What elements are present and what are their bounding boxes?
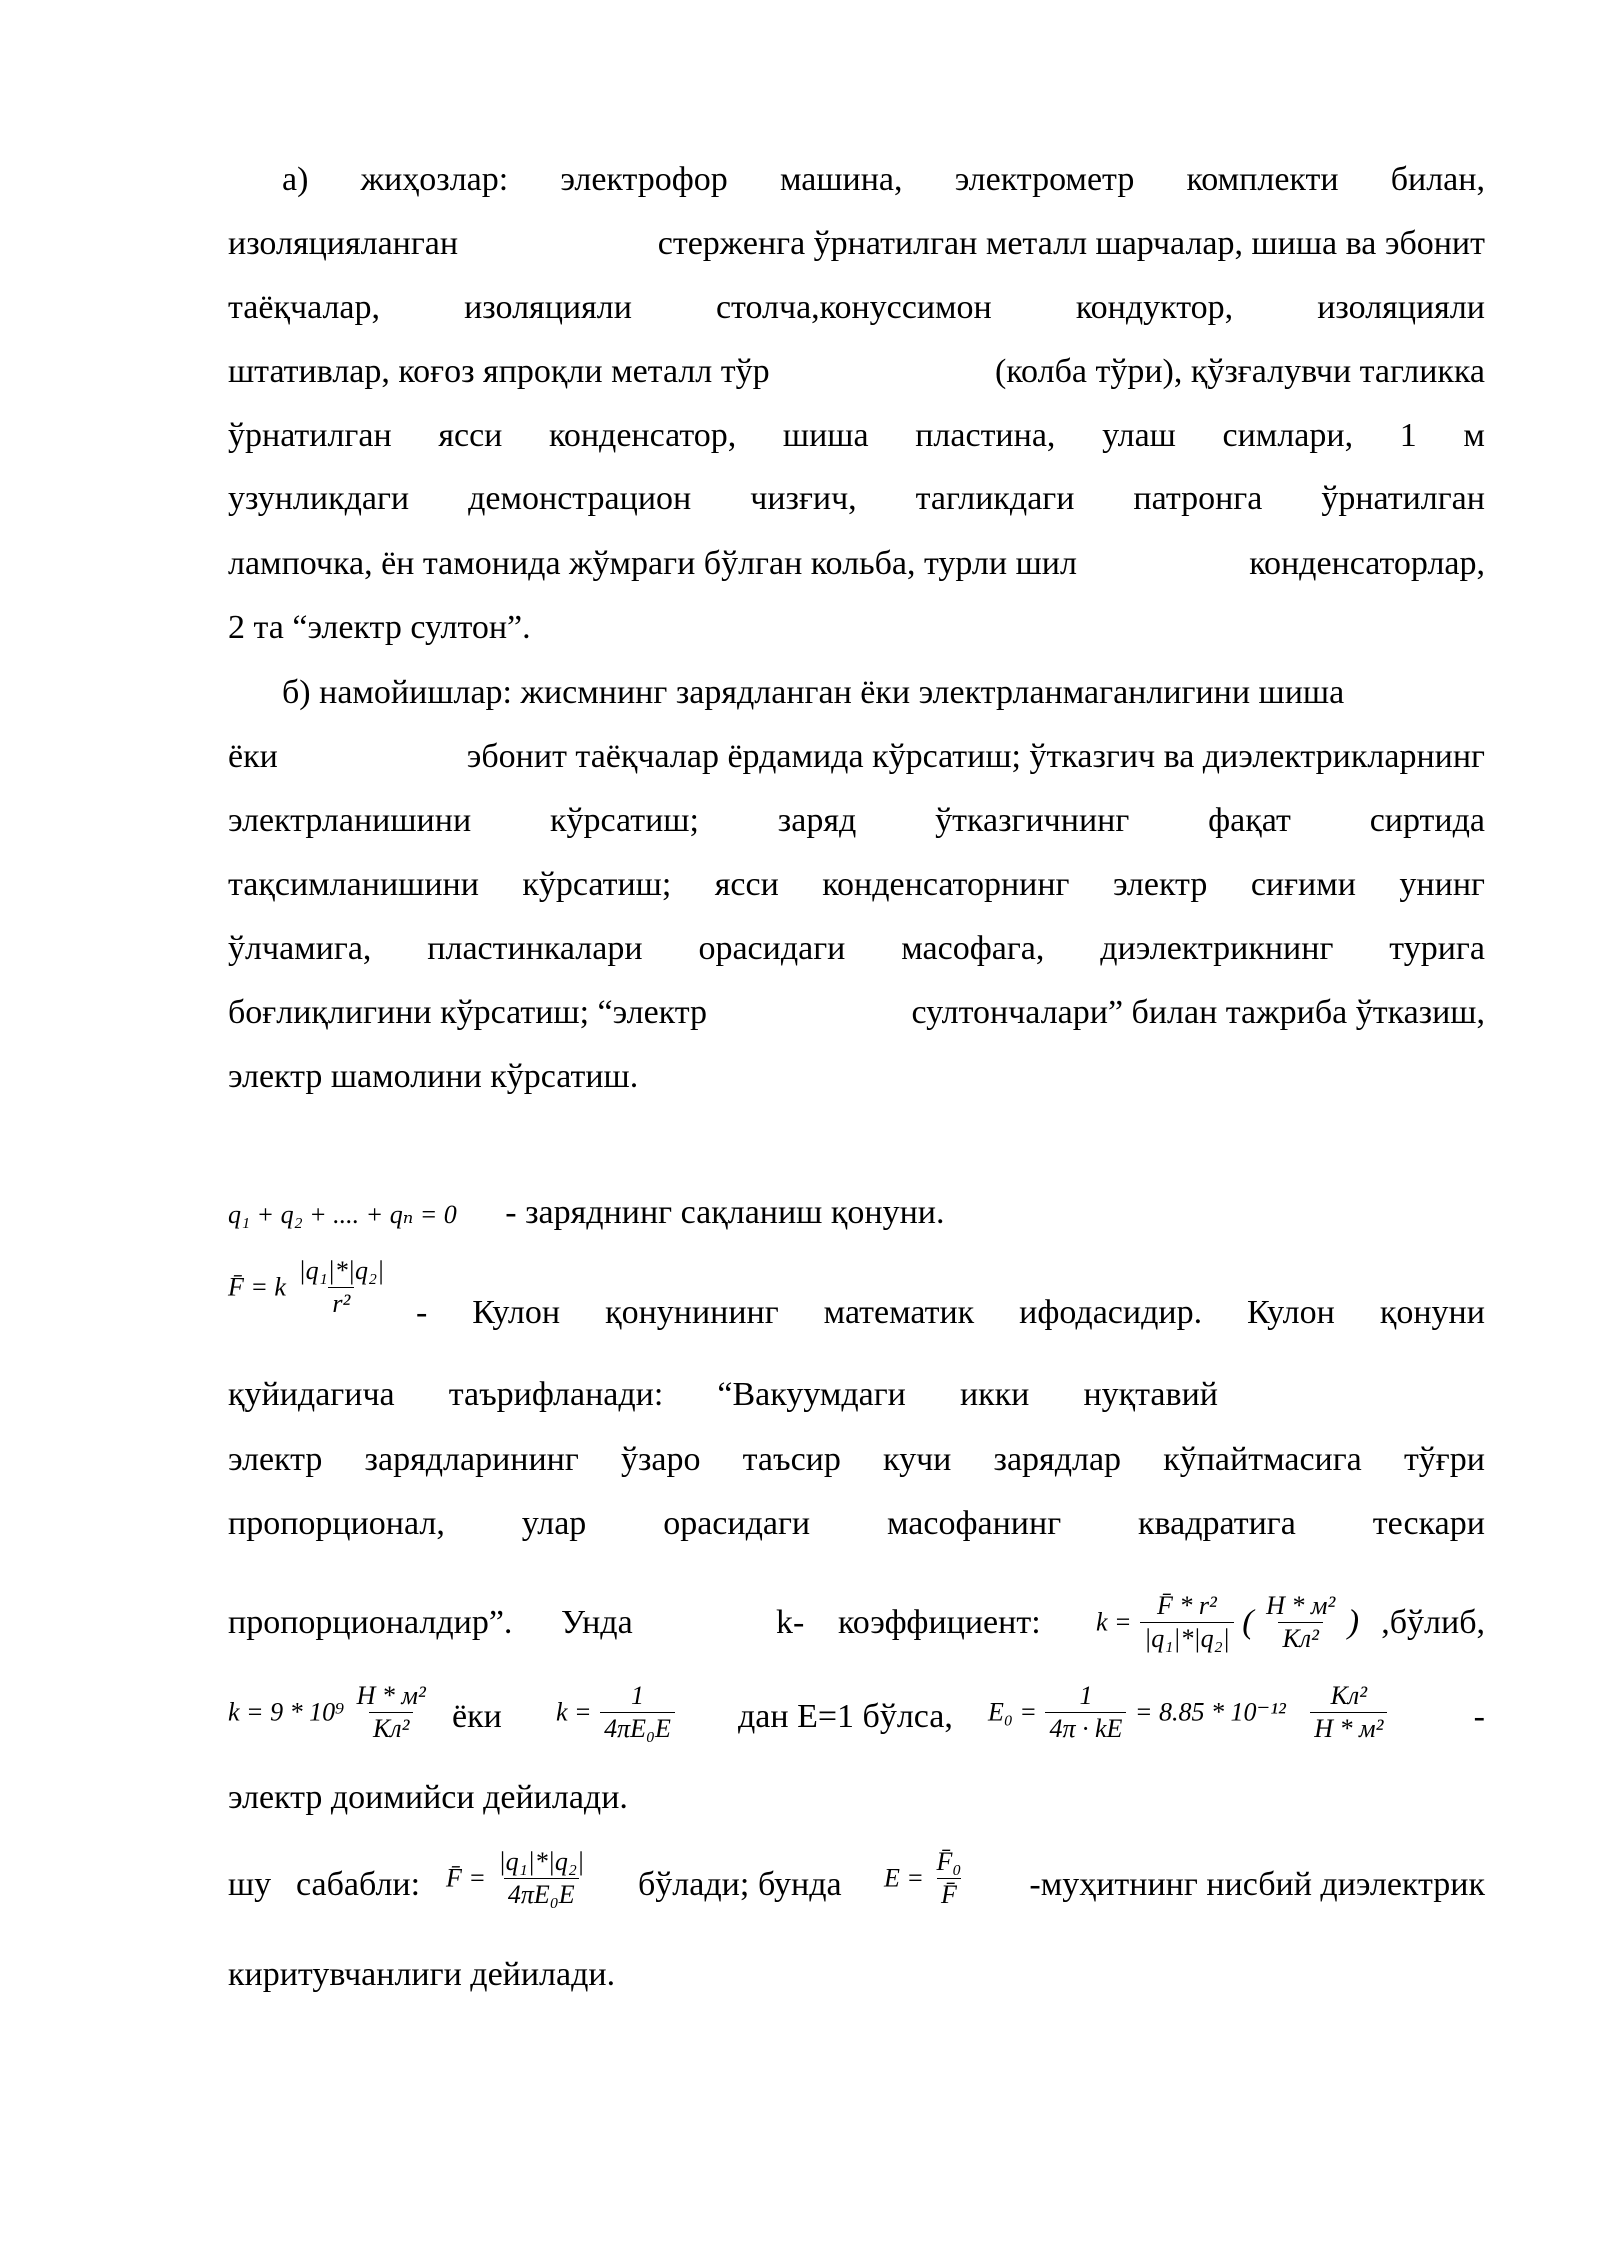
k2-fraction [600,1680,675,1745]
coulomb-numerator: |q₁|*|q₂| [298,1256,385,1285]
k-text-4: коэффициент: [838,1604,1041,1641]
text-segment: боғлиқлигини кўрсатиш; “электр [228,994,708,1031]
text-segment: конденсатор, [549,417,737,454]
coulomb-denominator: r² [328,1287,354,1320]
text-segment: математик [823,1294,975,1331]
text-segment: фақат [1208,802,1291,839]
text-segment: электр [1112,866,1208,903]
text-segment: ўрнатилган [1321,480,1485,517]
text-segment: ўзаро [620,1441,701,1478]
k-unit-denominator: Кл² [1278,1622,1322,1655]
text-segment: электр [228,1441,323,1478]
final-line [228,1840,1485,1920]
k-unit-open-paren: ( [1242,1603,1254,1641]
text-segment: таъсир [742,1441,841,1478]
text-segment: изоляцияли [464,289,632,326]
p1-line [228,224,1485,264]
f-fraction [494,1846,588,1911]
p3-line [228,1440,1485,1480]
text-segment: 2 та “электр султон”. [228,609,531,646]
final-t1: шу [228,1866,272,1903]
text-segment: столча,конуссимон [715,289,992,326]
text-segment: кондуктор, [1075,289,1234,326]
text-segment: таърифланади: [448,1376,664,1413]
text-segment: Кулон [472,1294,561,1331]
e-lhs: E = [884,1863,924,1893]
f-numerator: |q₁|*|q₂| [498,1847,585,1876]
p2-line [228,865,1485,905]
text-segment: 1 [1399,417,1417,454]
k-denominator: |q₁|*|q₂| [1140,1622,1234,1655]
k-text-3: k- [776,1604,805,1641]
conservation-law [228,1193,944,1235]
p1-line [228,416,1485,456]
text-segment: сиртида [1369,802,1485,839]
k1-formula [228,1680,430,1745]
text-segment: сиғими [1250,866,1356,903]
k2-lhs: k = [556,1697,592,1727]
p2-line [228,993,1485,1033]
p2-line [228,929,1485,969]
text-segment: кўрсатиш; [550,802,699,839]
text-segment: - [416,1294,428,1331]
coulomb-formula [228,1255,388,1320]
text-segment: электрланишини [228,802,472,839]
text-segment: машина, [779,161,903,198]
text-segment: изоляцияланган [228,225,459,262]
k1-lhs: k = 9 * 10⁹ [228,1697,345,1727]
final-line-2 [228,1955,1485,1995]
f-formula [446,1846,588,1911]
text-segment: билан, [1390,161,1485,198]
text-segment: улаш [1102,417,1176,454]
k-formula [1096,1590,1359,1655]
text-segment: а) [282,161,309,198]
text-segment: шиша [782,417,869,454]
text-segment: тагликдаги [915,480,1075,517]
dash: - [1473,1698,1485,1735]
text-segment: улар [521,1505,587,1542]
text-segment: м [1463,417,1485,454]
text-segment: ўлчамига, [228,930,372,967]
text-segment: стерженга ўрнатилган металл шарчалар, шиша ва эбонит [657,225,1485,262]
e-numerator: F̄₀ [936,1847,962,1876]
permittivity-text: киритувчанлиги дейилади. [228,1956,616,1993]
text-segment: кўрсатиш; [522,866,672,903]
text-segment: ёки [228,738,278,775]
k-text-2: Унда [561,1604,633,1641]
text-segment: Кулон [1247,1294,1335,1331]
e0-unit-fraction [1310,1680,1387,1745]
p1-line [228,608,1485,648]
e0-formula [988,1680,1387,1745]
text-segment: эбонит таёқчалар ёрдамида кўрсатиш; ўтказгич ва диэлектрикларнинг [466,738,1485,775]
text-segment: “Вакуумдаги [717,1376,906,1413]
text-segment: қонуни [1379,1294,1485,1331]
text-segment: (колба тўри), қўзғалувчи тагликка [994,353,1485,390]
k2-formula [556,1680,675,1745]
e0-unit-numerator: Кл² [1330,1681,1368,1710]
text-segment: диэлектрикнинг [1100,930,1334,967]
k2-denominator: 4πE₀E [600,1712,675,1745]
text-segment: изоляцияли [1317,289,1485,326]
constants-line [228,1680,1485,1760]
text-segment: тақсимланишини [228,866,479,903]
p2-line [228,801,1485,841]
k-unit-close-paren: ) [1347,1603,1360,1641]
p1-line [228,352,1485,392]
text-segment: кўпайтмасига [1163,1441,1362,1478]
text-segment: электрофор [560,161,728,198]
p2-line [228,737,1485,777]
coulomb-fraction [294,1255,388,1320]
p1-line [228,544,1485,584]
constants-line-2 [228,1778,1485,1818]
text-segment: демонстрацион [468,480,692,517]
final-t5: -муҳитнинг нисбий диэлектрик [1029,1866,1485,1903]
final-t3: бўлади; [638,1866,750,1903]
text-segment: нуқтавий [1083,1376,1218,1413]
final-t2: сабабли: [296,1866,421,1903]
text-segment: ўтказгичнинг [935,802,1130,839]
k-tail: ,бўлиб, [1381,1604,1485,1641]
text-segment: тўғри [1403,1441,1485,1478]
text-segment: патронга [1133,480,1263,517]
text-segment: электр шамолини кўрсатиш. [228,1058,639,1095]
text-segment: ифодасидир. [1019,1294,1203,1331]
or-text: ёки [452,1698,502,1735]
text-segment: кучи [883,1441,952,1478]
text-segment: пластина, [915,417,1056,454]
text-segment: лампочка, ён тамонида жўмраги бўлган кольба, турли шил [228,545,1077,582]
p3-line [228,1504,1485,1544]
text-segment: турига [1389,930,1485,967]
text-segment: пропорционал, [228,1505,445,1542]
text-segment: тескари [1372,1505,1485,1542]
k-fraction [1140,1590,1234,1655]
e0-numerator: 1 [1079,1681,1093,1710]
mid-text: дан E=1 бўлса, [738,1698,953,1735]
e0-unit-denominator: H * м² [1310,1712,1387,1745]
text-segment: орасидаги [663,1505,811,1542]
text-segment: таёқчалар, [228,289,381,326]
text-segment: конденсаторлар, [1249,545,1485,582]
text-segment: масофага, [901,930,1045,967]
text-segment: икки [959,1376,1030,1413]
text-segment: комплекти [1186,161,1339,198]
e-fraction [932,1846,965,1911]
k-unit-fraction [1262,1590,1339,1655]
coulomb-lhs: F̄ = k [228,1272,286,1302]
e0-fraction [1045,1680,1126,1745]
text-segment: зарядлар [993,1441,1122,1478]
k-text-1: пропорционалдир”. [228,1604,513,1641]
text-segment: симлари, [1222,417,1354,454]
final-t4: бунда [758,1866,842,1903]
text-segment: конденсаторнинг [822,866,1070,903]
p1-line [228,479,1485,519]
text-segment: жиҳозлар: [360,161,509,198]
f-lhs: F̄ = [446,1863,486,1893]
coulomb-line [416,1293,1485,1333]
text-segment: масофанинг [887,1505,1062,1542]
k1-fraction [353,1680,430,1745]
k-formula-lhs: k = [1096,1607,1132,1637]
text-segment: султончалари” билан тажриба ўтказиш, [911,994,1485,1031]
p3-line [228,1375,1218,1415]
text-segment: узунликдаги [228,480,410,517]
conservation-formula: q₁ + q₂ + .... + qₙ = 0 [228,1200,457,1229]
f-denominator: 4πE₀E [504,1878,579,1911]
text-segment: чизғич, [750,480,857,517]
k1-denominator: Кл² [369,1712,413,1745]
p2-line [228,1057,1485,1097]
p1-line [282,160,1485,200]
text-segment: электрометр [954,161,1135,198]
k-coefficient-line [228,1590,1485,1660]
text-segment: орасидаги [698,930,846,967]
text-segment: ясси [714,866,779,903]
text-segment: қонунининг [605,1294,779,1331]
p2-line [282,673,1485,713]
text-segment: б) намойишлар: жисмнинг зарядланган ёки электрланмаганлигини шиша [282,674,1345,711]
e0-denominator: 4π · kE [1045,1712,1126,1745]
k-numerator: F̄ * r² [1157,1591,1217,1620]
text-segment: пластинкалари [427,930,643,967]
conservation-text: - заряднинг сақланиш қонуни. [505,1194,945,1231]
e0-value: = 8.85 * 10⁻¹² [1134,1697,1286,1727]
text-segment: унинг [1399,866,1485,903]
k2-numerator: 1 [631,1681,644,1710]
text-segment: ўрнатилган [228,417,392,454]
text-segment: заряд [777,802,857,839]
k1-numerator: H * м² [356,1681,426,1710]
text-segment: қуйидагича [228,1376,395,1413]
p1-line [228,288,1485,328]
text-segment: штативлар, коғоз япроқли металл тўр [228,353,770,390]
text-segment: ясси [438,417,503,454]
text-segment: зарядларининг [364,1441,579,1478]
electric-constant-text: электр доимийси дейилади. [228,1779,628,1816]
e-formula [884,1846,965,1911]
text-segment: квадратига [1138,1505,1296,1542]
e0-lhs: E₀ = [988,1697,1037,1727]
k-unit-numerator: H * м² [1266,1591,1336,1620]
e-denominator: F̄ [937,1878,961,1911]
